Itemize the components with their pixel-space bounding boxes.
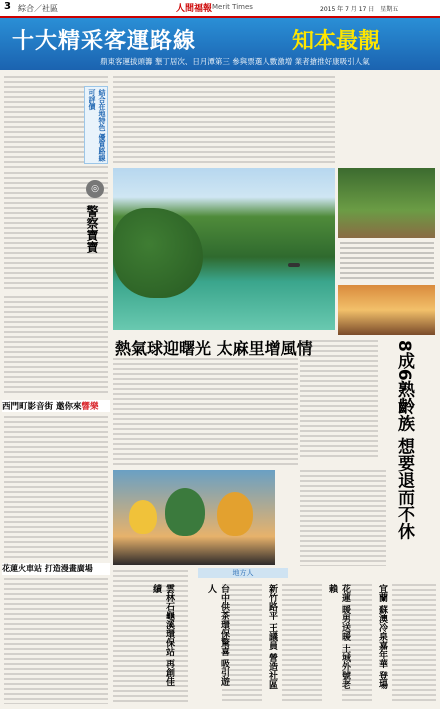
main-photo-lake bbox=[113, 168, 335, 330]
photo-boat bbox=[288, 263, 300, 267]
bottom-headline-5: 宜蘭 蘇澳冷泉嘉年華 登場 bbox=[377, 584, 387, 690]
newspaper-logo-en: Merit Times bbox=[212, 3, 253, 11]
article-text-block bbox=[300, 340, 378, 460]
ximen-headline bbox=[2, 400, 110, 412]
badge-icon: ◎ bbox=[86, 180, 104, 198]
side-note-box bbox=[84, 86, 108, 164]
article-text-block bbox=[4, 578, 108, 704]
bottom-headline-3: 新竹路平 王議員 營造社區 bbox=[267, 584, 277, 690]
balloon-orange bbox=[217, 492, 253, 536]
article-text-block bbox=[113, 358, 298, 466]
photo-hill bbox=[113, 208, 203, 298]
bottom-headline-2: 台中供茶環保驚喜 吸引遊人 bbox=[206, 584, 229, 687]
bottom-headline-4: 花蓮 暖男送暖 土城外號老賴 bbox=[327, 584, 350, 690]
balloon-green bbox=[165, 488, 205, 536]
article-text-block bbox=[282, 584, 322, 704]
photo-sunset bbox=[338, 285, 435, 335]
article-text-block bbox=[4, 416, 108, 558]
ximen-headline-text: 西門町影音街 邀你來 bbox=[2, 402, 82, 412]
article-text-block bbox=[392, 584, 436, 704]
page-number: 3 bbox=[4, 1, 11, 12]
ximen-headline-red: 響樂 bbox=[81, 402, 99, 412]
newspaper-logo: 人間福報 bbox=[176, 4, 213, 14]
section-tag: 地方人 bbox=[198, 568, 288, 578]
article-text-block bbox=[342, 584, 372, 704]
banner-title-highlight: 知本最靚 bbox=[292, 29, 381, 54]
police-headline: 警察寶寶 bbox=[85, 205, 99, 253]
photo-forest-trail bbox=[338, 168, 435, 238]
article-text-block bbox=[4, 296, 108, 396]
elderly-headline: 8成6熟齡族 想要退而不休 bbox=[394, 340, 414, 540]
article-text-block bbox=[113, 76, 335, 164]
hualien-headline: 花蓮火車站 打造漫畫廣場 bbox=[2, 563, 110, 575]
banner-title: 十大精采客運路線 bbox=[12, 29, 197, 54]
side-note-text: 結合在地特色 優質路線可評價 bbox=[88, 89, 106, 162]
top-banner bbox=[0, 18, 440, 70]
banner-subtitle: 鼎東客運拔頭籌 墾丁居次、日月潭第三 參與票選人數激增 業者搶推好康吸引人氣 bbox=[100, 57, 370, 66]
photo-captions bbox=[340, 242, 434, 282]
article-text-block bbox=[300, 470, 386, 566]
balloon-yellow bbox=[129, 500, 157, 534]
page-header bbox=[0, 0, 440, 18]
bottom-headline-1: 雲林石龜溪環保站 再創佳績 bbox=[151, 584, 174, 687]
balloon-headline: 熱氣球迎曙光 太麻里增風情 bbox=[115, 339, 313, 358]
article-text-block bbox=[222, 584, 262, 704]
issue-date: 2015 年 7 月 17 日 星期五 bbox=[320, 6, 399, 13]
section-label: 綜合／社區 bbox=[18, 4, 58, 13]
photo-hot-air-balloons bbox=[113, 470, 275, 565]
